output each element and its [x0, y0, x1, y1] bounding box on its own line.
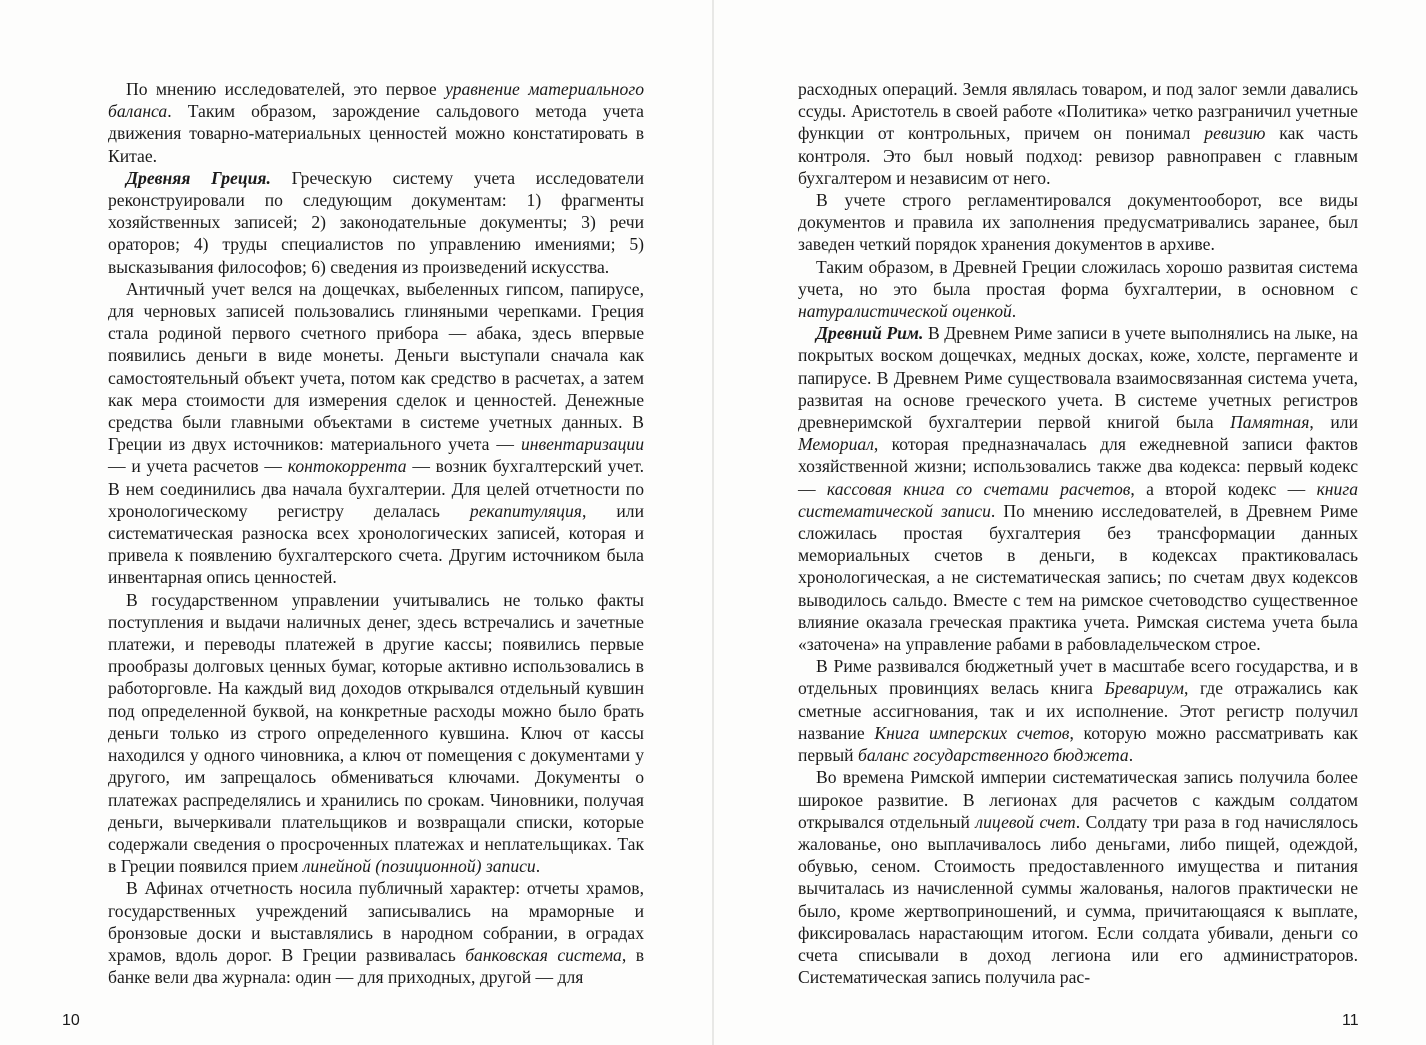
italic-term: натуралистической оценкой: [798, 301, 1012, 322]
page-number-right: 11: [1342, 1012, 1359, 1029]
paragraph: [108, 877, 644, 988]
paragraph: [798, 322, 1358, 655]
italic-term: контокоррента: [287, 456, 407, 477]
paragraph: [108, 78, 644, 167]
text-run: Таким образом, в Древней Греции сложилась хорошо развитая система учета, но это была простая форма бухгалтерии, в основном с: [798, 256, 1358, 299]
italic-term: ревизию: [1204, 123, 1266, 144]
text-run: , которая предназначалась для ежедневной записи фактов хозяйственной жизни; использовались также два кодекса: первый кодекс —: [798, 434, 1358, 499]
italic-term: Мемориал: [798, 434, 874, 455]
italic-term: книга систематической записи: [798, 478, 1358, 521]
text-run: В Афинах отчетность носила публичный характер: отчеты храмов, государственных учреждений записывались на мраморные и бронзовые доски и выставлялись в народном собрании, в оградах храмов, вдоль дорог. В Греции развивалась: [108, 878, 644, 965]
text-run: В Риме развивался бюджетный учет в масштабе всего государства, и в отдельных провинциях велась книга: [798, 656, 1358, 699]
italic-term: баланс государственного бюджета: [857, 745, 1129, 766]
text-run: , в банке вели два журнала: один — для приходных, другой — для: [108, 944, 644, 988]
page-gutter: [712, 0, 714, 1045]
paragraph: [798, 655, 1358, 766]
text-run: , или систематическая разноска всех хронологических записей, которая и привела к появлению бухгалтерского счета. Другим источником была инвентарная опись ценностей.: [108, 500, 644, 588]
text-run: — возник бухгалтерский учет. В нем соединились два начала бухгалтерии. Для целей отчетности по хронологическому регистру делалась: [108, 456, 644, 521]
italic-term: Бревариум: [1104, 678, 1184, 699]
text-run: , а второй кодекс —: [1130, 478, 1317, 499]
paragraph: [108, 167, 644, 278]
italic-term: Книга имперских счетов: [874, 722, 1070, 743]
text-run: . Таким образом, зарождение сальдового метода учета движения товарно-материальных ценностей можно констатировать в Китае.: [108, 101, 644, 166]
right-page-text: [798, 78, 1358, 988]
italic-term: инвентаризации: [520, 434, 644, 455]
italic-term: рекапитуляция: [469, 500, 582, 521]
text-run: как часть контроля. Это был новый подход: ревизор равноправен с главным бухгалтером и независим от него.: [798, 123, 1358, 188]
text-run: . Солдату три раза в год начислялось жалованье, оно выплачивалось либо деньгами, либо пищей, одеждой, обувью, сеном. Стоимость предоставленного имущества и питания вычиталась из начисленной суммы жалованья, налогов практически не было, кроме жертвоприношений, и сумма, причитающаяся к выплате, фиксировалась нарастающим итогом. Если солдата убивали, деньги со счета списывали в доход легиона или его администраторов. Систематическая запись получила рас-: [798, 811, 1358, 988]
paragraph: [798, 78, 1358, 189]
text-run: В государственном управлении учитывались не только факты поступления и выдачи наличных денег, здесь встречались и зачетные платежи, и переводы платежей в другие кассы; появились первые прообразы долговых ценных бумаг, которые активно использовались в работорговле. На каждый вид доходов открывался отдельный кувшин под определенной буквой, на конкретные расходы можно было брать деньги только из строго определенного кувшина. Ключ от кассы находился у одного чиновника, а ключ от помещения с документами у другого, им запрещалось обмениваться ключами. Документы о платежах распределялись и хранились по срокам. Чиновники, получая деньги, вычеркивали плательщиков и возвращали списки, которые содержали сведения о просроченных платежах и неплательщиках. Так в Греции появился прием: [108, 589, 644, 877]
text-run: , или: [1309, 412, 1358, 433]
text-run: .: [1011, 301, 1017, 322]
italic-term: линейной (позиционной) записи: [302, 856, 536, 877]
paragraph: [798, 256, 1358, 323]
text-run: Греческую систему учета исследователи реконструировали по следующим документам: 1) фрагменты хозяйственных записей; 2) законодательные документы; 3) речи ораторов; 4) труды специалистов по управлению имениями; 5) высказывания философов; 6) сведения из произведений искусства.: [108, 167, 644, 277]
text-run: , где отражались как сметные ассигнования, так и их исполнение. Этот регистр получил название: [798, 678, 1358, 743]
text-run: — и учета расчетов —: [108, 456, 288, 477]
page-number-left: 10: [62, 1012, 80, 1029]
section-heading: Древняя Греция.: [126, 167, 271, 188]
text-run: .: [535, 856, 541, 877]
paragraph: [108, 589, 644, 878]
text-run: В Древнем Риме записи в учете выполнялись на лыке, на покрытых воском дощечках, медных досках, коже, холсте, пергаменте и папирусе. В Древнем Риме существовала взаимосвязанная система учета, развитая на основе греческого учета. В системе учетных регистров древнеримской бухгалтерии первой книгой была: [798, 323, 1358, 433]
text-run: .: [1128, 745, 1134, 766]
text-run: По мнению исследователей, это первое: [126, 79, 446, 99]
text-run: , которую можно рассматривать как первый: [798, 722, 1358, 766]
text-run: расходных операций. Земля являлась товаром, и под залог земли давались ссуды. Аристотель в своей работе «Политика» четко разграничил учетные функции от контрольных, причем он понимал: [798, 79, 1358, 144]
italic-term: уравнение материального баланса: [108, 79, 644, 122]
italic-term: кассовая книга со счетами расчетов: [826, 478, 1131, 499]
paragraph: [798, 189, 1358, 256]
italic-term: банковская система: [465, 944, 622, 965]
text-run: В учете строго регламентировался документооборот, все виды документов и правила их заполнения предусматривались заранее, был заведен четкий порядок хранения документов в архиве.: [798, 190, 1358, 255]
paragraph: [108, 278, 644, 589]
italic-term: лицевой счет: [975, 811, 1076, 832]
paragraph: [798, 766, 1358, 988]
text-run: Во времена Римской империи систематическая запись получила более широкое развитие. В легионах для расчетов с каждым солдатом открывался отдельный: [798, 767, 1358, 832]
section-heading: Древний Рим.: [816, 323, 924, 344]
left-page-text: [108, 78, 644, 988]
italic-term: Памятная: [1230, 412, 1310, 433]
text-run: Античный учет велся на дощечках, выбеленных гипсом, папирусе, для черновых записей пользовались глиняными черепками. Греция стала родиной первого счетного прибора — абака, здесь впервые появились деньги в виде монеты. Деньги выступали сначала как самостоятельный объект учета, потом как средство в расчетах, а затем как мера стоимости для измерения сделок и ценностей. Денежные средства были главными объектами в системе учетных данных. В Греции из двух источников: материального учета —: [108, 278, 644, 455]
text-run: . По мнению исследователей, в Древнем Риме сложилась простая бухгалтерия без трансформации данных мемориальных счетов в деньги, в кодексах практиковалась хронологическая, а не систематическая запись; по счетам двух кодексов выводилось сальдо. Вместе с тем на римское счетоводство существенное влияние оказала греческая практика учета. Римская система учета была «заточена» на управление рабами в рабовладельческом строе.: [798, 500, 1358, 655]
